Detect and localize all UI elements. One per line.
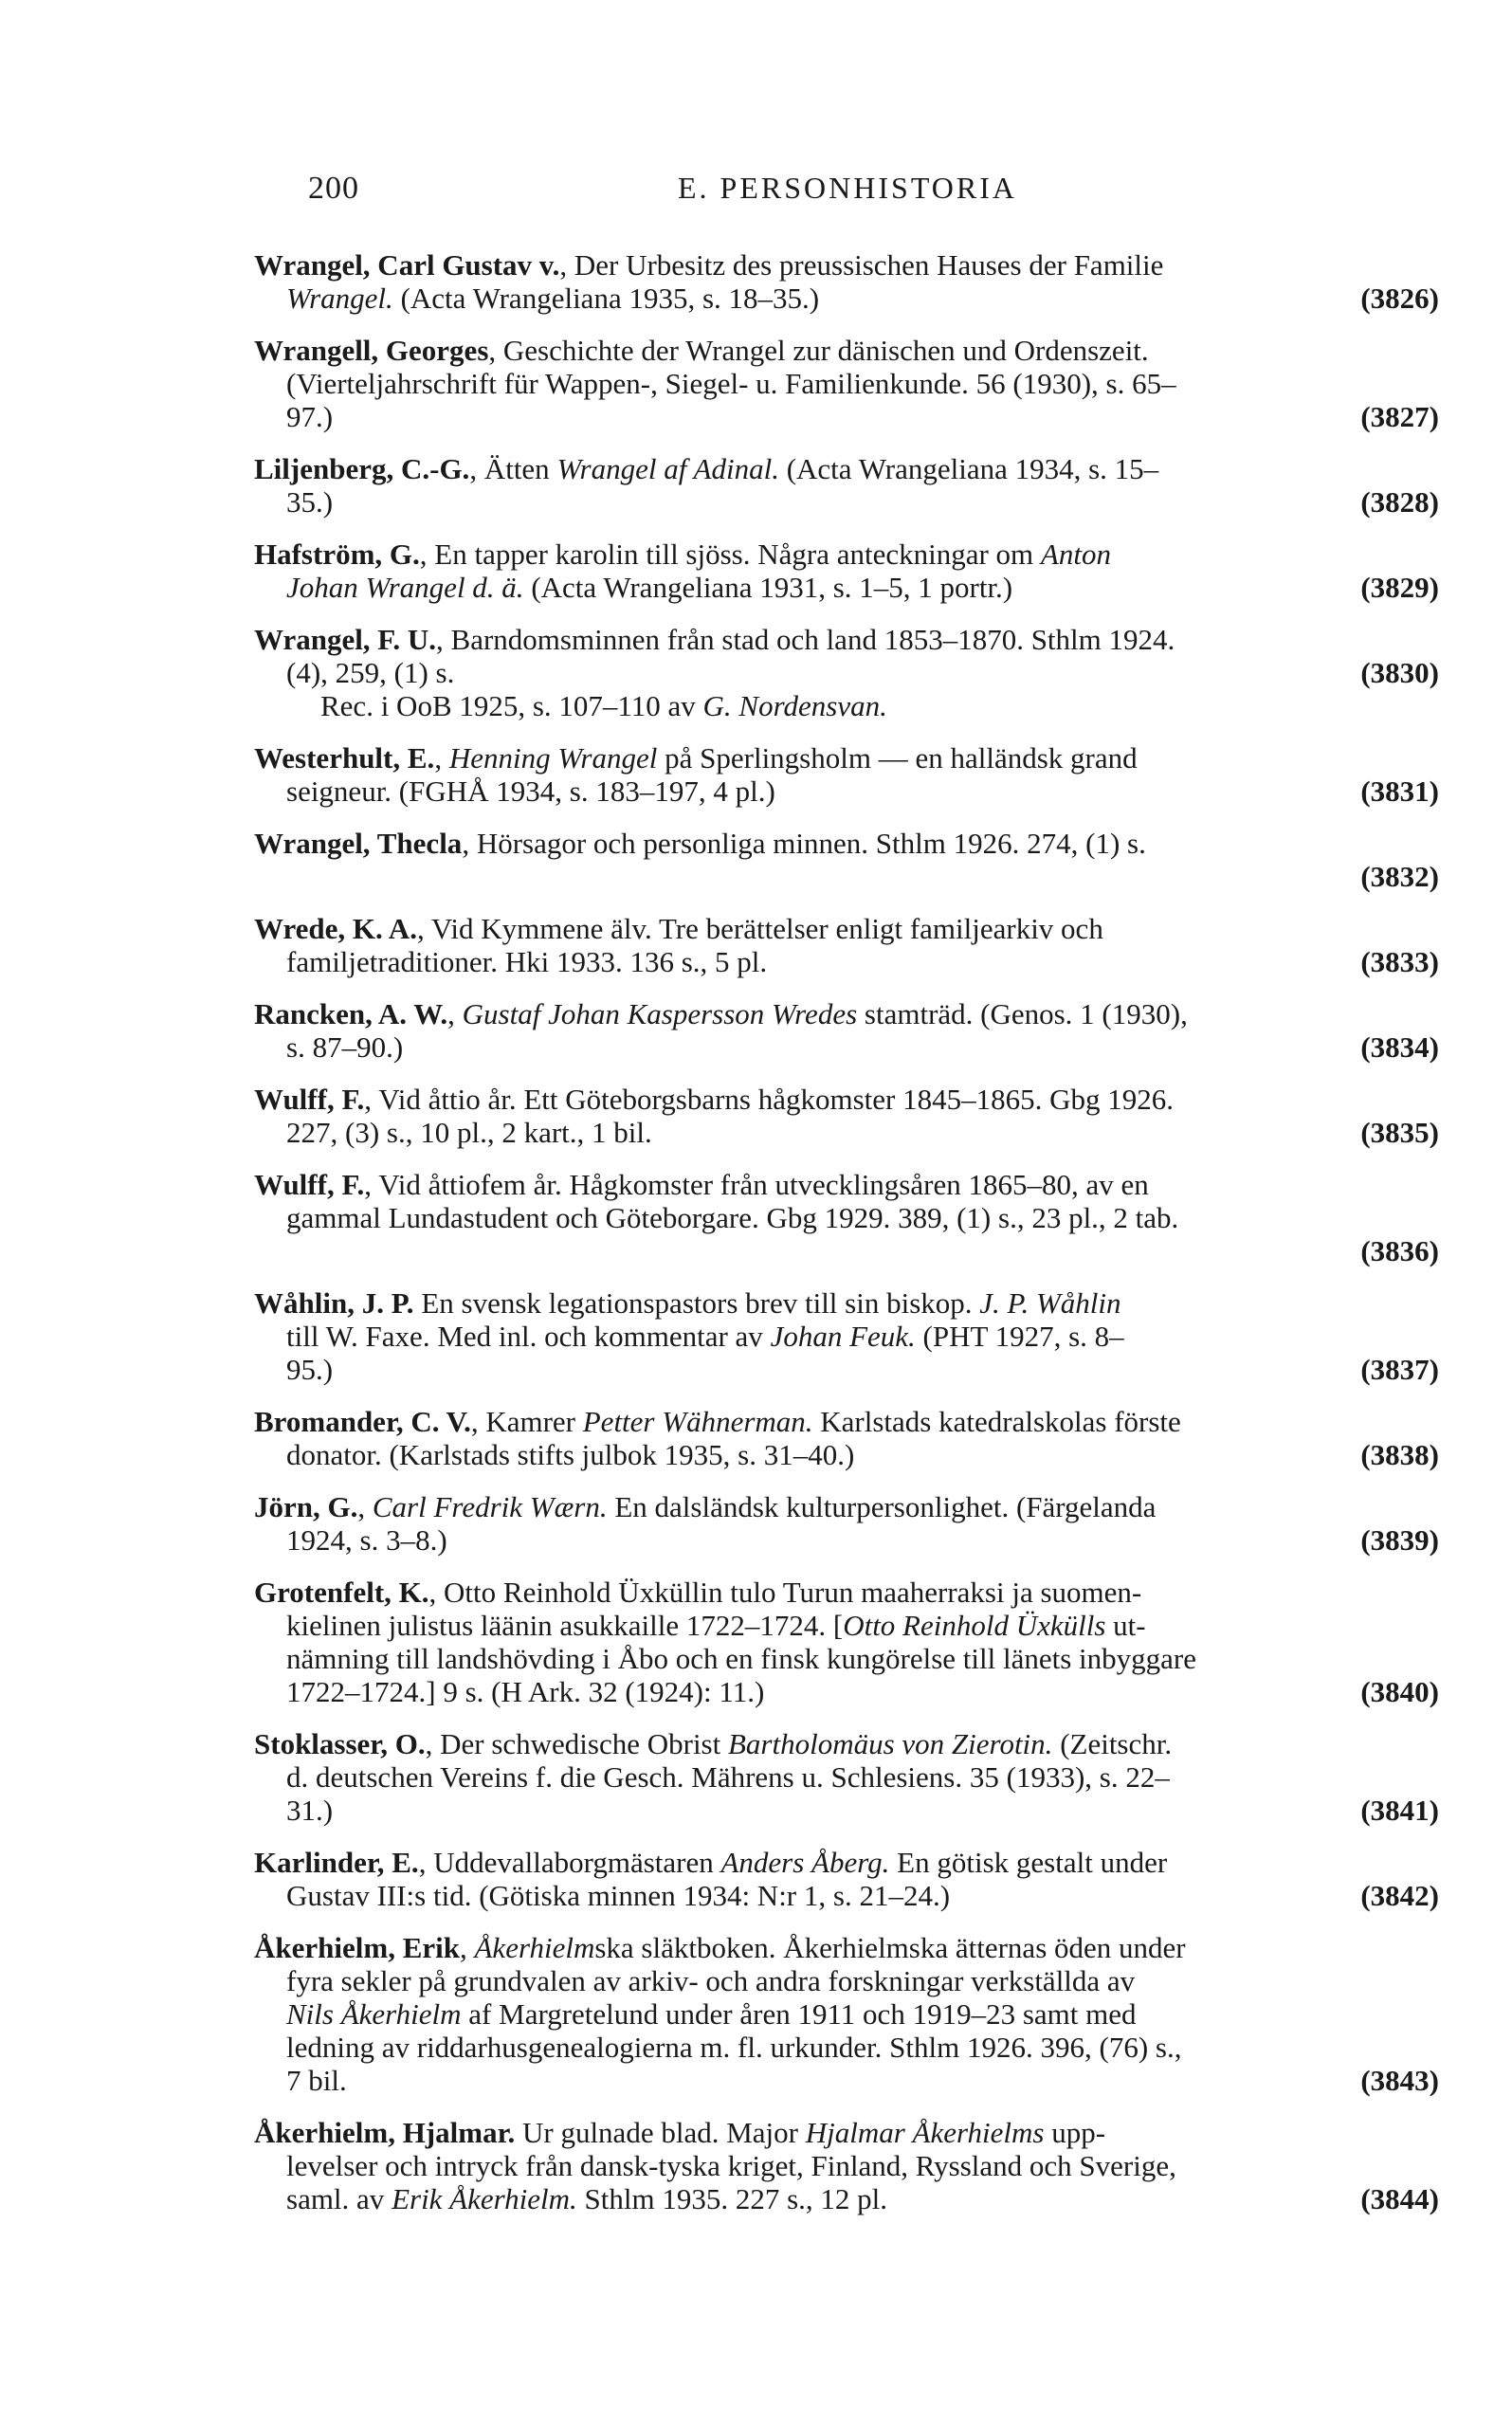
entry-text: En götisk gestalt under — [889, 1846, 1168, 1879]
entry-italic-text: Henning Wrangel — [448, 741, 658, 775]
entry-number: (3841) — [1360, 1794, 1439, 1827]
entry-continuation-line — [254, 1116, 1439, 1149]
entry-number: (3828) — [1360, 485, 1439, 519]
entry-continuation-line — [254, 1760, 1439, 1794]
entry-number: (3827) — [1360, 400, 1439, 433]
entry-text: En svensk legationspastors brev till sin biskop. — [413, 1286, 980, 1320]
entry-italic-text: Wrangel af Adinal. — [556, 452, 779, 485]
bibliography-entry — [254, 2116, 1439, 2215]
entry-continuation-line — [254, 2182, 1439, 2215]
entry-text: fyra sekler på grundvalen av arkiv- och andra forskningar verkställda av — [286, 1964, 1136, 1997]
entry-author: Wulff, F. — [254, 1083, 365, 1116]
entry-text: , — [460, 1931, 475, 1964]
entry-italic-text: Anton — [1040, 538, 1111, 571]
entry-text: , Kamrer — [470, 1405, 583, 1438]
entry-text: d. deutschen Vereins f. die Gesch. Mährens u. Schlesiens. 35 (1933), s. 22– — [286, 1760, 1170, 1794]
entry-continuation-line — [254, 571, 1439, 604]
entry-number: (3834) — [1360, 1030, 1439, 1064]
entry-text: Karlstads katedralskolas förste — [812, 1405, 1181, 1438]
running-head: E. PERSONHISTORIA — [678, 171, 1017, 205]
entry-text: ut- — [1105, 1609, 1146, 1642]
entry-text: 95.) — [286, 1353, 334, 1386]
entry-text: 1722–1724.] 9 s. (H Ark. 32 (1924): 11.) — [286, 1675, 765, 1708]
entry-italic-text: Hjalmar Åkerhielms — [805, 2116, 1045, 2149]
entry-italic-text: Petter Wähnerman. — [582, 1405, 813, 1438]
entry-first-line — [254, 623, 1439, 656]
entry-author: Wrangel, Thecla — [254, 827, 463, 860]
entry-text: levelser och intryck från dansk-tyska kriget, Finland, Ryssland och Sverige, — [286, 2149, 1176, 2182]
entry-text: stamträd. (Genos. 1 (1930), — [857, 997, 1188, 1030]
entry-author: Rancken, A. W. — [254, 997, 448, 1030]
entry-text: , Vid Kymmene älv. Tre berättelser enligt familjearkiv och — [416, 912, 1103, 945]
entry-text: på Sperlingsholm — en halländsk grand — [657, 741, 1138, 775]
entry-number: (3838) — [1360, 1438, 1439, 1471]
entry-continuation-line — [254, 485, 1439, 519]
entry-italic-text: Nils Åkerhielm — [286, 1997, 462, 2031]
entry-continuation-line — [254, 1642, 1439, 1675]
entry-text: (Zeitschr. — [1052, 1727, 1173, 1760]
entry-first-line — [254, 1727, 1439, 1760]
entry-continuation-line — [254, 1438, 1439, 1471]
entry-continuation-line — [254, 775, 1439, 808]
entry-number: (3829) — [1360, 571, 1439, 604]
entry-first-line — [254, 538, 1439, 571]
entry-author: Westerhult, E. — [254, 741, 435, 775]
entry-text: , Geschichte der Wrangel zur dänischen und Ordenszeit. — [488, 334, 1149, 367]
entry-text: , Der schwedische Obrist — [425, 1727, 728, 1760]
bibliography-entry — [254, 741, 1439, 808]
entry-number: (3826) — [1360, 282, 1439, 315]
entry-number: (3836) — [1360, 1234, 1439, 1267]
entry-first-line — [254, 741, 1439, 775]
entry-first-line — [254, 1931, 1439, 1964]
bibliography-entry — [254, 452, 1439, 519]
entry-author: Wrede, K. A. — [254, 912, 417, 945]
entry-text: , Vid åttio år. Ett Göteborgsbarns hågkomster 1845–1865. Gbg 1926. — [364, 1083, 1174, 1116]
entry-text: s. 87–90.) — [286, 1030, 404, 1064]
entry-continuation-line — [254, 1609, 1439, 1642]
entry-text: (Acta Wrangeliana 1934, s. 15– — [778, 452, 1159, 485]
entry-text: (PHT 1927, s. 8– — [915, 1320, 1124, 1353]
entry-first-line — [254, 1168, 1439, 1201]
page-number: 200 — [308, 171, 359, 206]
entry-italic-text: G. Nordensvan. — [702, 689, 887, 722]
entry-author: Hafström, G. — [254, 538, 420, 571]
entry-italic-text: Carl Fredrik Wærn. — [372, 1490, 608, 1523]
entry-continuation-line — [254, 1523, 1439, 1557]
entry-number: (3837) — [1360, 1353, 1439, 1386]
entry-number: (3840) — [1360, 1675, 1439, 1708]
entry-text: familjetraditioner. Hki 1933. 136 s., 5 pl. — [286, 945, 768, 978]
bibliography-entry — [254, 1168, 1439, 1267]
entry-continuation-line — [254, 656, 1439, 689]
entry-text: (Vierteljahrschrift für Wappen-, Siegel- u. Familienkunde. 56 (1930), s. 65– — [286, 367, 1176, 400]
entry-continuation-line — [254, 1320, 1439, 1353]
entry-italic-text: Johan Wrangel d. ä. — [286, 571, 524, 604]
entry-first-line — [254, 452, 1439, 485]
entry-italic-text: J. P. Wåhlin — [979, 1286, 1121, 1320]
entry-text: ska släktboken. Åkerhielmska ätternas öden under — [594, 1931, 1186, 1964]
entry-continuation-line — [254, 2064, 1439, 2097]
entry-author: Wulff, F. — [254, 1168, 365, 1201]
bibliography-list — [254, 248, 1439, 2234]
entry-number: (3831) — [1360, 775, 1439, 808]
entry-italic-text: Otto Reinhold Üxkülls — [843, 1609, 1106, 1642]
bibliography-entry — [254, 1576, 1439, 1708]
bibliography-entry — [254, 1727, 1439, 1827]
entry-text: , Barndomsminnen från stad och land 1853–1870. Sthlm 1924. — [436, 623, 1175, 656]
bibliography-entry — [254, 1846, 1439, 1912]
entry-first-line — [254, 997, 1439, 1030]
entry-author: Åkerhielm, Hjalmar. — [254, 2116, 516, 2149]
entry-number: (3830) — [1360, 656, 1439, 689]
entry-text: till W. Faxe. Med inl. och kommentar av — [286, 1320, 771, 1353]
entry-first-line — [254, 2116, 1439, 2149]
entry-text: En dalsländsk kulturpersonlighet. (Färgelanda — [607, 1490, 1157, 1523]
entry-italic-text: Erik Åkerhielm. — [392, 2182, 577, 2215]
entry-continuation-line — [254, 689, 1439, 722]
entry-text: (Acta Wrangeliana 1931, s. 1–5, 1 portr.) — [523, 571, 1013, 604]
entry-text: , Uddevallaborgmästaren — [418, 1846, 721, 1879]
entry-text: , — [434, 741, 449, 775]
entry-text: Gustav III:s tid. (Götiska minnen 1934: N:r 1, s. 21–24.) — [286, 1879, 951, 1912]
entry-continuation-line — [254, 1201, 1439, 1234]
bibliography-entry — [254, 912, 1439, 978]
entry-italic-text: Anders Åberg. — [720, 1846, 890, 1879]
entry-first-line — [254, 827, 1439, 860]
entry-continuation-line — [254, 400, 1439, 433]
entry-text: , En tapper karolin till sjöss. Några anteckningar om — [419, 538, 1041, 571]
entry-continuation-line — [254, 367, 1439, 400]
entry-continuation-line — [254, 1234, 1439, 1267]
entry-author: Åkerhielm, Erik — [254, 1931, 460, 1964]
entry-text: Ur gulnade blad. Major — [515, 2116, 806, 2149]
bibliography-entry — [254, 1931, 1439, 2097]
entry-continuation-line — [254, 860, 1439, 893]
entry-text: , — [357, 1490, 373, 1523]
bibliography-entry — [254, 827, 1439, 893]
entry-italic-text: Åkerhielm — [474, 1931, 595, 1964]
entry-first-line — [254, 912, 1439, 945]
bibliography-entry — [254, 1286, 1439, 1386]
bibliography-entry — [254, 623, 1439, 722]
entry-text: 7 bil. — [286, 2064, 347, 2097]
bibliography-entry — [254, 997, 1439, 1064]
entry-continuation-line — [254, 1030, 1439, 1064]
bibliography-entry — [254, 1405, 1439, 1471]
entry-first-line — [254, 1405, 1439, 1438]
entry-italic-text: Gustaf Johan Kaspersson Wredes — [462, 997, 858, 1030]
entry-continuation-line — [254, 945, 1439, 978]
entry-italic-text: Johan Feuk. — [770, 1320, 916, 1353]
entry-italic-text: Wrangel. — [286, 282, 393, 315]
entry-text: seigneur. (FGHÅ 1934, s. 183–197, 4 pl.) — [286, 775, 775, 808]
entry-number: (3843) — [1360, 2064, 1439, 2097]
entry-author: Jörn, G. — [254, 1490, 358, 1523]
bibliography-entry — [254, 1490, 1439, 1557]
entry-text: 97.) — [286, 400, 334, 433]
page-header — [308, 171, 1436, 218]
entry-first-line — [254, 1576, 1439, 1609]
bibliography-entry — [254, 248, 1439, 315]
entry-text: , Ätten — [469, 452, 557, 485]
entry-text: ledning av riddarhusgenealogierna m. fl. urkunder. Sthlm 1926. 396, (76) s., — [286, 2031, 1182, 2064]
entry-text: (4), 259, (1) s. — [286, 656, 455, 689]
entry-author: Karlinder, E. — [254, 1846, 419, 1879]
entry-continuation-line — [254, 1997, 1439, 2031]
entry-continuation-line — [254, 282, 1439, 315]
entry-text: (Acta Wrangeliana 1935, s. 18–35.) — [392, 282, 820, 315]
entry-text: 35.) — [286, 485, 334, 519]
entry-text: , Vid åttiofem år. Hågkomster från utvecklingsåren 1865–80, av en — [364, 1168, 1149, 1201]
entry-text: af Margretelund under åren 1911 och 1919–23 samt med — [461, 1997, 1137, 2031]
entry-continuation-line — [254, 1964, 1439, 1997]
entry-text: 31.) — [286, 1794, 334, 1827]
entry-author: Wåhlin, J. P. — [254, 1286, 414, 1320]
entry-first-line — [254, 1286, 1439, 1320]
entry-author: Liljenberg, C.-G. — [254, 452, 470, 485]
entry-text: , Der Urbesitz des preussischen Hauses der Familie — [559, 248, 1164, 282]
entry-number: (3844) — [1360, 2182, 1439, 2215]
entry-first-line — [254, 248, 1439, 282]
entry-text: Rec. i OoB 1925, s. 107–110 av — [320, 689, 703, 722]
entry-first-line — [254, 334, 1439, 367]
entry-text: nämning till landshövding i Åbo och en finsk kungörelse till länets inbyggare — [286, 1642, 1196, 1675]
entry-text: donator. (Karlstads stifts julbok 1935, s. 31–40.) — [286, 1438, 855, 1471]
bibliography-entry — [254, 1083, 1439, 1149]
entry-continuation-line — [254, 2149, 1439, 2182]
entry-number: (3835) — [1360, 1116, 1439, 1149]
entry-number: (3842) — [1360, 1879, 1439, 1912]
entry-text: upp- — [1044, 2116, 1106, 2149]
entry-text: 227, (3) s., 10 pl., 2 kart., 1 bil. — [286, 1116, 652, 1149]
entry-text: , Hörsagor och personliga minnen. Sthlm 1926. 274, (1) s. — [462, 827, 1146, 860]
entry-number: (3839) — [1360, 1523, 1439, 1557]
entry-number: (3832) — [1360, 860, 1439, 893]
entry-continuation-line — [254, 1879, 1439, 1912]
entry-continuation-line — [254, 1794, 1439, 1827]
entry-author: Bromander, C. V. — [254, 1405, 471, 1438]
entry-number: (3833) — [1360, 945, 1439, 978]
entry-continuation-line — [254, 1675, 1439, 1708]
entry-text: saml. av — [286, 2182, 392, 2215]
entry-continuation-line — [254, 2031, 1439, 2064]
bibliography-entry — [254, 538, 1439, 604]
entry-text: , Otto Reinhold Üxküllin tulo Turun maaherraksi ja suomen- — [428, 1576, 1142, 1609]
entry-author: Wrangel, F. U. — [254, 623, 437, 656]
entry-author: Wrangell, Georges — [254, 334, 489, 367]
entry-author: Stoklasser, O. — [254, 1727, 426, 1760]
entry-text: gammal Lundastudent och Göteborgare. Gbg 1929. 389, (1) s., 23 pl., 2 tab. — [286, 1201, 1179, 1234]
entry-text: Sthlm 1935. 227 s., 12 pl. — [576, 2182, 888, 2215]
entry-first-line — [254, 1490, 1439, 1523]
entry-text: 1924, s. 3–8.) — [286, 1523, 447, 1557]
entry-continuation-line — [254, 1353, 1439, 1386]
bibliography-entry — [254, 334, 1439, 433]
entry-text: kielinen julistus läänin asukkaille 1722–1724. [ — [286, 1609, 844, 1642]
entry-author: Wrangel, Carl Gustav v. — [254, 248, 560, 282]
entry-first-line — [254, 1846, 1439, 1879]
entry-italic-text: Bartholomäus von Zierotin. — [727, 1727, 1053, 1760]
entry-text: , — [447, 997, 463, 1030]
entry-first-line — [254, 1083, 1439, 1116]
entry-author: Grotenfelt, K. — [254, 1576, 429, 1609]
